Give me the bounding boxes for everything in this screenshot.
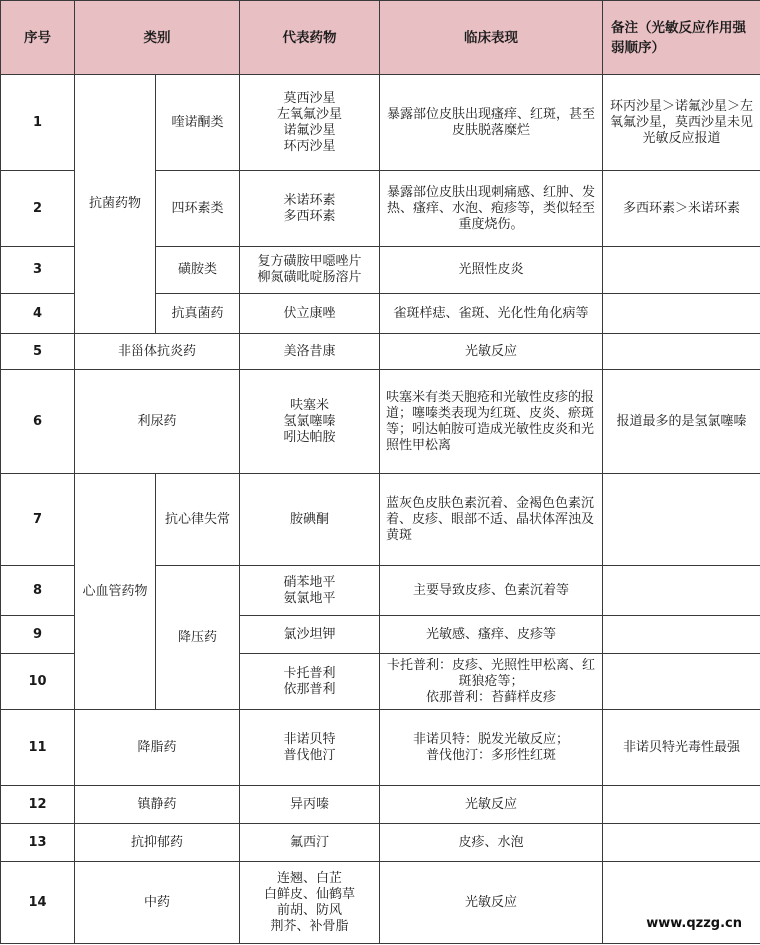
clinical-manifestation: 主要导致皮疹、色素沉着等 [380, 566, 603, 616]
drug-names: 复方磺胺甲噁唑片 柳氮磺吡啶肠溶片 [240, 247, 380, 294]
clinical-manifestation: 暴露部位皮肤出现刺痛感、红肿、发热、瘙痒、水泡、疱疹等，类似轻至重度烧伤。 [380, 171, 603, 247]
row-number: 4 [1, 294, 75, 334]
header-category: 类别 [75, 1, 240, 75]
group-category-antibacterial: 抗菌药物 [75, 75, 156, 334]
subcategory: 抗心律失常 [156, 474, 240, 566]
remark: 非诺贝特光毒性最强 [603, 710, 760, 786]
table-row [1, 786, 760, 824]
header-remark: 备注（光敏反应作用强弱顺序） [603, 1, 760, 75]
category: 中药 [75, 862, 240, 944]
category: 镇静药 [75, 786, 240, 824]
row-number: 1 [1, 75, 75, 171]
clinical-manifestation: 蓝灰色皮肤色素沉着、金褐色色素沉着、皮疹、眼部不适、晶状体浑浊及黄斑 [380, 474, 603, 566]
row-number: 5 [1, 334, 75, 370]
row-number: 11 [1, 710, 75, 786]
row-number: 13 [1, 824, 75, 862]
drug-names: 氯沙坦钾 [240, 616, 380, 654]
row-number: 10 [1, 654, 75, 710]
drug-names: 非诺贝特 普伐他汀 [240, 710, 380, 786]
remark [603, 654, 760, 710]
clinical-manifestation: 光敏反应 [380, 786, 603, 824]
clinical-manifestation: 卡托普利：皮疹、光照性甲松离、红斑狼疮等； 依那普利：苔藓样皮疹 [380, 654, 603, 710]
header-clinical: 临床表现 [380, 1, 603, 75]
subcategory: 喹诺酮类 [156, 75, 240, 171]
clinical-manifestation: 非诺贝特：脱发光敏反应； 普伐他汀：多形性红斑 [380, 710, 603, 786]
category: 降脂药 [75, 710, 240, 786]
table-row [1, 75, 760, 171]
remark [603, 824, 760, 862]
remark: 报道最多的是氢氯噻嗪 [603, 370, 760, 474]
row-number: 8 [1, 566, 75, 616]
remark [603, 294, 760, 334]
site-watermark: www.qzzg.cn [646, 916, 742, 931]
group-category-cardio: 心血管药物 [75, 474, 156, 710]
remark [603, 474, 760, 566]
drug-names: 氟西汀 [240, 824, 380, 862]
category: 利尿药 [75, 370, 240, 474]
clinical-manifestation: 呋塞米有类天胞疮和光敏性皮疹的报道；噻嗪类表现为红斑、皮炎、瘀斑等；吲达帕胺可造成光敏性皮炎和光照性甲松离 [380, 370, 603, 474]
table-row [1, 334, 760, 370]
drug-names: 莫西沙星 左氧氟沙星 诺氟沙星 环丙沙星 [240, 75, 380, 171]
row-number: 12 [1, 786, 75, 824]
header-drug: 代表药物 [240, 1, 380, 75]
drug-names: 异丙嗪 [240, 786, 380, 824]
row-number: 3 [1, 247, 75, 294]
remark [603, 334, 760, 370]
remark: 环丙沙星＞诺氟沙星＞左氧氟沙星，莫西沙星未见光敏反应报道 [603, 75, 760, 171]
row-number: 6 [1, 370, 75, 474]
drug-names: 呋塞米 氢氯噻嗪 吲达帕胺 [240, 370, 380, 474]
category: 抗抑郁药 [75, 824, 240, 862]
drug-names: 硝苯地平 氨氯地平 [240, 566, 380, 616]
category: 非甾体抗炎药 [75, 334, 240, 370]
drug-names: 伏立康唑 [240, 294, 380, 334]
drug-names: 美洛昔康 [240, 334, 380, 370]
row-number: 2 [1, 171, 75, 247]
subcategory-antihypertensive: 降压药 [156, 566, 240, 710]
subcategory: 抗真菌药 [156, 294, 240, 334]
remark [603, 786, 760, 824]
table-row [1, 474, 760, 566]
clinical-manifestation: 光敏感、瘙痒、皮疹等 [380, 616, 603, 654]
clinical-manifestation: 光照性皮炎 [380, 247, 603, 294]
drug-names: 连翘、白芷 白鲜皮、仙鹤草 前胡、防风 荆芥、补骨脂 [240, 862, 380, 944]
remark [603, 247, 760, 294]
table-row [1, 862, 760, 944]
drug-names: 米诺环素 多西环素 [240, 171, 380, 247]
drug-names: 胺碘酮 [240, 474, 380, 566]
clinical-manifestation: 雀斑样痣、雀斑、光化性角化病等 [380, 294, 603, 334]
header-no: 序号 [1, 1, 75, 75]
table-row [1, 370, 760, 474]
clinical-manifestation: 光敏反应 [380, 334, 603, 370]
row-number: 7 [1, 474, 75, 566]
remark [603, 566, 760, 616]
header-row [1, 1, 760, 75]
remark [603, 616, 760, 654]
drug-names: 卡托普利 依那普利 [240, 654, 380, 710]
table-row [1, 710, 760, 786]
table-row [1, 824, 760, 862]
clinical-manifestation: 光敏反应 [380, 862, 603, 944]
row-number: 14 [1, 862, 75, 944]
subcategory: 四环素类 [156, 171, 240, 247]
remark: 多西环素＞米诺环素 [603, 171, 760, 247]
clinical-manifestation: 皮疹、水泡 [380, 824, 603, 862]
remark [603, 862, 760, 944]
clinical-manifestation: 暴露部位皮肤出现瘙痒、红斑，甚至皮肤脱落糜烂 [380, 75, 603, 171]
row-number: 9 [1, 616, 75, 654]
subcategory: 磺胺类 [156, 247, 240, 294]
